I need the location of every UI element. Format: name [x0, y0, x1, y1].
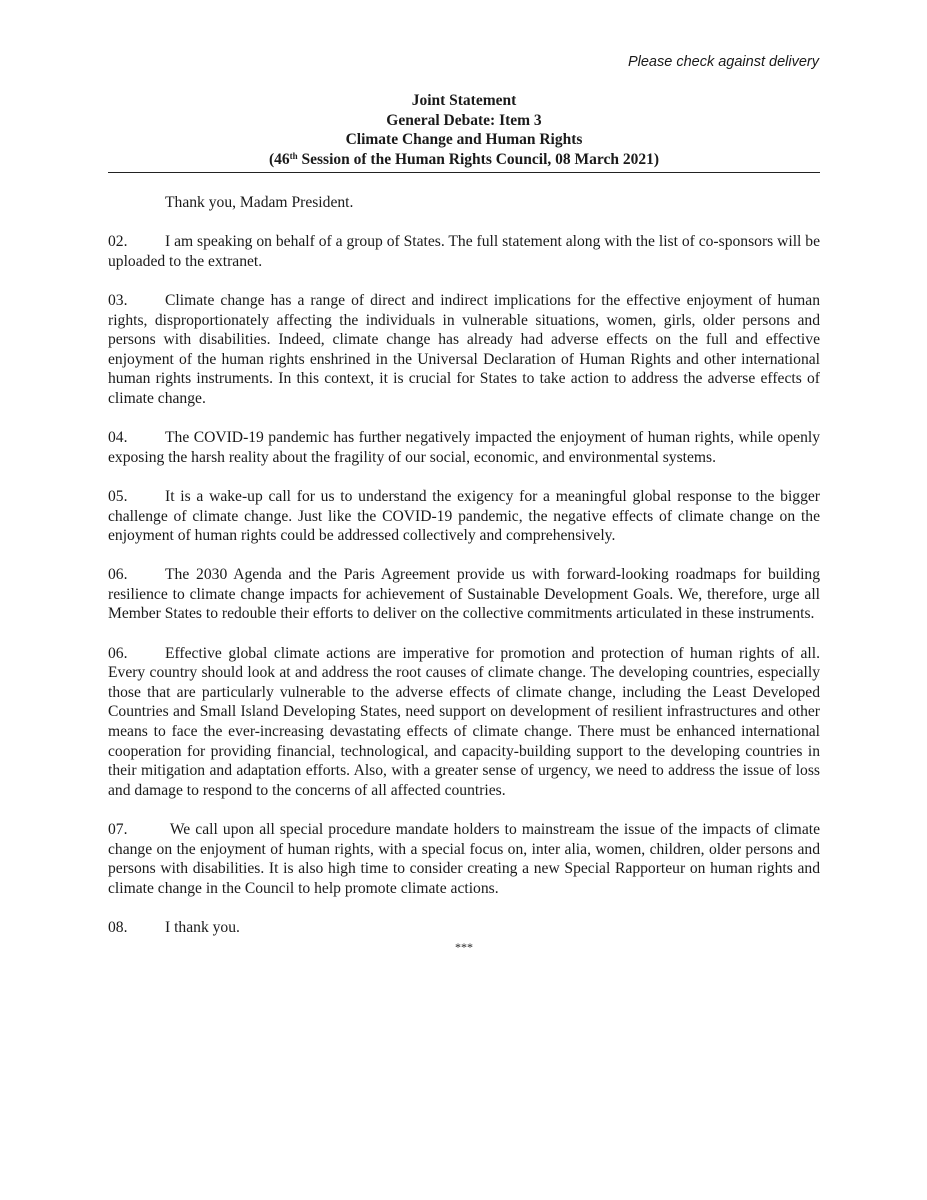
- header-divider: [108, 172, 820, 173]
- paragraph-number: 04.: [108, 429, 128, 447]
- paragraph-text: I thank you.: [165, 918, 240, 936]
- paragraph-text: The COVID-19 pandemic has further negatively impacted the enjoyment of human rights, while openly exposing the harsh reality about the fragility of our social, economic, and environmental systems.: [108, 429, 820, 466]
- delivery-note: Please check against delivery: [627, 54, 819, 70]
- paragraph-number: 07.: [108, 821, 128, 838]
- opening-line: Thank you, Madam President.: [165, 194, 354, 211]
- header-line-4-suffix: Session of the Human Rights Council, 08 March 2021): [297, 150, 660, 168]
- paragraph-number: 08.: [108, 918, 128, 936]
- paragraph-number: 06.: [108, 644, 128, 662]
- paragraph-text: I am speaking on behalf of a group of States. The full statement along with the list of co-sponsors will be uploaded to the extranet.: [108, 233, 820, 270]
- paragraph-06-agenda: [108, 565, 820, 624]
- paragraph-text: Climate change has a range of direct and indirect implications for the effective enjoyment of human rights, disproportionately affecting the individuals in vulnerable situations, women, girls, older persons and persons with disabilities. Indeed, climate change has already had adverse effects on the full and effective enjoyment of the human rights enshrined in the Universal Declaration of Human Rights and other international human rights instruments. In this context, it is crucial for States to take action to address the adverse effects of climate change.: [108, 291, 820, 407]
- paragraph-number: 03.: [108, 291, 128, 309]
- header-line-3: Climate Change and Human Rights: [345, 131, 583, 148]
- paragraph-text: We call upon all special procedure mandate holders to mainstream the issue of the impacts of climate change on the enjoyment of human rights, with a special focus on, inter alia, women, children, older persons and persons with disabilities. It is also high time to consider creating a new Special Rapporteur on human rights and climate change in the Council to help promote climate actions.: [108, 821, 820, 897]
- paragraph-text: It is a wake-up call for us to understand the exigency for a meaningful global response to the bigger challenge of climate change. Just like the COVID-19 pandemic, the negative effects of climate change on the enjoyment of human rights could be addressed collectively and comprehensively.: [108, 487, 820, 545]
- paragraph-04: [108, 428, 820, 467]
- paragraph-02: [108, 232, 820, 271]
- paragraph-03: [108, 291, 820, 409]
- paragraph-08: [108, 918, 820, 938]
- paragraph-number: 02.: [108, 233, 128, 251]
- header-line-2: General Debate: Item 3: [386, 111, 542, 129]
- paragraph-text: The 2030 Agenda and the Paris Agreement provide us with forward-looking roadmaps for building resilience to climate change impacts for achievement of Sustainable Development Goals. We, therefore, urge all Member States to redouble their efforts to deliver on the collective commitments articulated in these instruments.: [108, 566, 820, 623]
- paragraph-number: 06.: [108, 566, 128, 584]
- paragraph-07: [108, 820, 820, 898]
- header-line-1: Joint Statement: [411, 92, 517, 109]
- statement-header: [108, 91, 820, 169]
- paragraph-06-actions: [108, 644, 820, 801]
- header-line-4-superscript: th: [289, 150, 298, 161]
- paragraph-05: [108, 487, 820, 546]
- header-line-4-prefix: (46: [268, 150, 290, 168]
- paragraph-text: Effective global climate actions are imperative for promotion and protection of human rights of all. Every country should look at and address the root causes of climate change. The developing countries, especially those that are particularly vulnerable to the adverse effects of climate change, including the Least Developed Countries and Small Island Developing States, need support on development of resilient infrastructures and other means to face the ever-increasing devastating effects of climate change. There must be enhanced international cooperation for providing financial, technological, and capacity-building support to the developing countries in their mitigation and adaptation efforts. Also, with a greater sense of urgency, we need to address the issue of loss and damage to respond to the concerns of all affected countries.: [108, 644, 820, 799]
- statement-body: [108, 193, 820, 953]
- paragraph-number: 05.: [108, 487, 128, 505]
- end-mark: ***: [455, 940, 473, 955]
- header-line-4: [108, 150, 820, 170]
